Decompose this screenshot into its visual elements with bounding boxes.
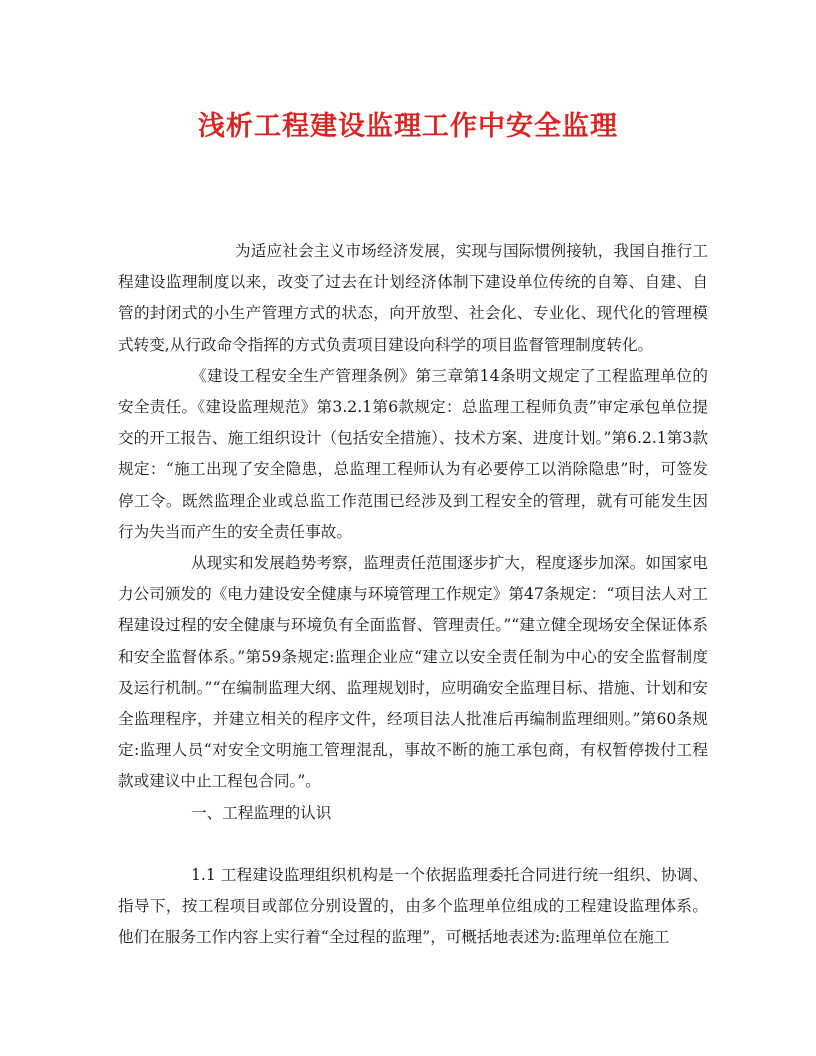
paragraph-intro: 为适应社会主义市场经济发展，实现与国际惯例接轨，我国自推行工程建设监理制度以来，改变了过去在计划经济体制下建设单位传统的自筹、自建、自管的封闭式的小生产管理方式的状态，向开放型、社会化、专业化、现代化的管理模式转变,从行政命令指挥的方式负责项目建设向科学的项目监督管理制度转化。 xyxy=(118,242,708,354)
paragraph-trends: 从现实和发展趋势考察，监理责任范围逐步扩大，程度逐步加深。如国家电力公司颁发的《电力建设安全健康与环境管理工作规定》第47条规定：“项目法人对工程建设过程的安全健康与环境负有全面监督、管理责任。”“建立健全现场安全保证体系和安全监督体系。”第59条规定:监理企业应“建立以安全责任制为中心的安全监督制度及运行机制。”“在编制监理大纲、监理规划时，应明确安全监理目标、措施、计划和安全监理程序，并建立相关的程序文件，经项目法人批准后再编制监理细则。”第60条规定:监理人员“对安全文明施工管理混乱，事故不断的施工承包商，有权暂停拨付工程款或建议中止工程包合同。”。 xyxy=(118,554,708,791)
paragraph-1-1: 1.1 工程建设监理组织机构是一个依据监理委托合同进行统一组织、协调、指导下，按工程项目或部位分别设置的，由多个监理单位组成的工程建设监理体系。他们在服务工作内容上实行着“全过程的监理”，可概括地表述为:监理单位在施工 xyxy=(118,866,708,947)
paragraph-regulations: 《建设工程安全生产管理条例》第三章第14条明文规定了工程监理单位的安全责任。《建设监理规范》第3.2.1第6款规定：总监理工程师负责”审定承包单位提交的开工报告、施工组织设计（包括安全措施）、技术方案、进度计划。”第6.2.1第3款规定：“施工出现了安全隐患，总监理工程师认为有必要停工以消除隐患”时，可签发停工令。既然监理企业或总监工作范围已经涉及到工程安全的管理，就有可能发生因行为失当而产生的安全责任事故。 xyxy=(118,366,708,541)
section-heading: 一、工程监理的认识 xyxy=(191,803,332,822)
document-title: 浅析工程建设监理工作中安全监理 xyxy=(198,111,618,142)
document-body xyxy=(118,236,708,954)
